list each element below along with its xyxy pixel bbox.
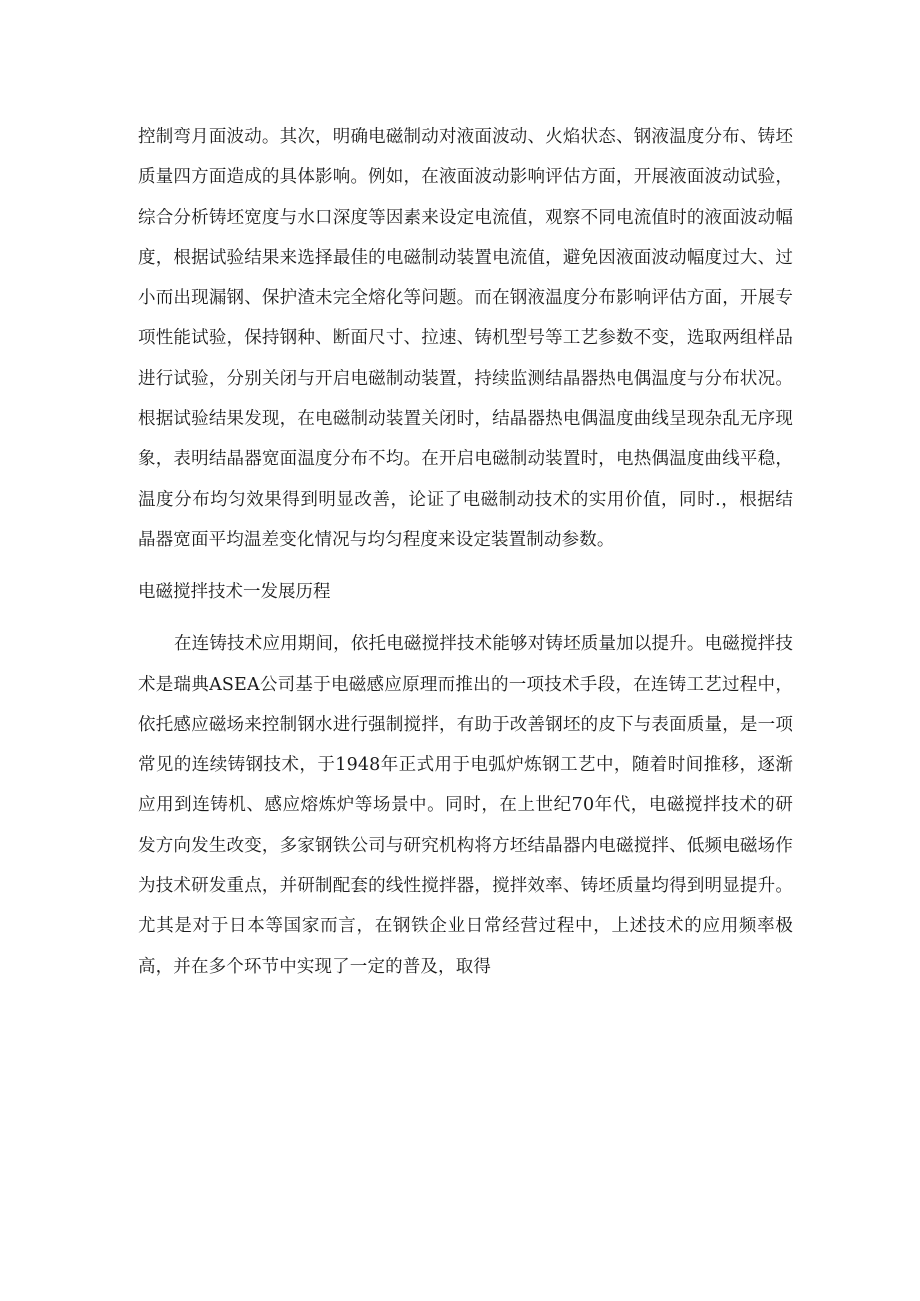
section-heading: 电磁搅拌技术一发展历程: [138, 582, 331, 603]
document-body: [138, 117, 793, 987]
body-paragraph-electromagnetic-stirring: 在连铸技术应用期间，依托电磁搅拌技术能够对铸坯质量加以提升。电磁搅拌技术是瑞典ASEA公司基于电磁感应原理而推出的一项技术手段，在连铸工艺过程中，依托感应磁场来控制钢水进行强制搅拌，有助于改善钢坯的皮下与表面质量，是一项常见的连续铸钢技术，于1948年正式用于电弧炉炼钢工艺中，随着时间推移，逐渐应用到连铸机、感应熔炼炉等场景中。同时，在上世纪70年代，电磁搅拌技术的研发方向发生改变，多家钢铁公司与研究机构将方坯结晶器内电磁搅拌、低频电磁场作为技术研发重点，并研制配套的线性搅拌器，搅拌效率、铸坯质量均得到明显提升。尤其是对于日本等国家而言，在钢铁企业日常经营过程中，上述技术的应用频率极高，并在多个环节中实现了一定的普及，取得: [138, 634, 793, 977]
body-paragraph-electromagnetic-braking: 控制弯月面波动。其次，明确电磁制动对液面波动、火焰状态、钢液温度分布、铸坯质量四方面造成的具体影响。例如，在液面波动影响评估方面，开展液面波动试验，综合分析铸坯宽度与水口深度等因素来设定电流值，观察不同电流值时的液面波动幅度，根据试验结果来选择最佳的电磁制动装置电流值，避免因液面波动幅度过大、过小而出现漏钢、保护渣未完全熔化等问题。而在钢液温度分布影响评估方面，开展专项性能试验，保持钢种、断面尺寸、拉速、铸机型号等工艺参数不变，选取两组样品进行试验，分别关闭与开启电磁制动装置，持续监测结晶器热电偶温度与分布状况。根据试验结果发现，在电磁制动装置关闭时，结晶器热电偶温度曲线呈现杂乱无序现象，表明结晶器宽面温度分布不均。在开启电磁制动装置时，电热偶温度曲线平稳，温度分布均匀效果得到明显改善，论证了电磁制动技术的实用价值，同时.，根据结晶器宽面平均温差变化情况与均匀程度来设定装置制动参数。: [138, 127, 793, 550]
